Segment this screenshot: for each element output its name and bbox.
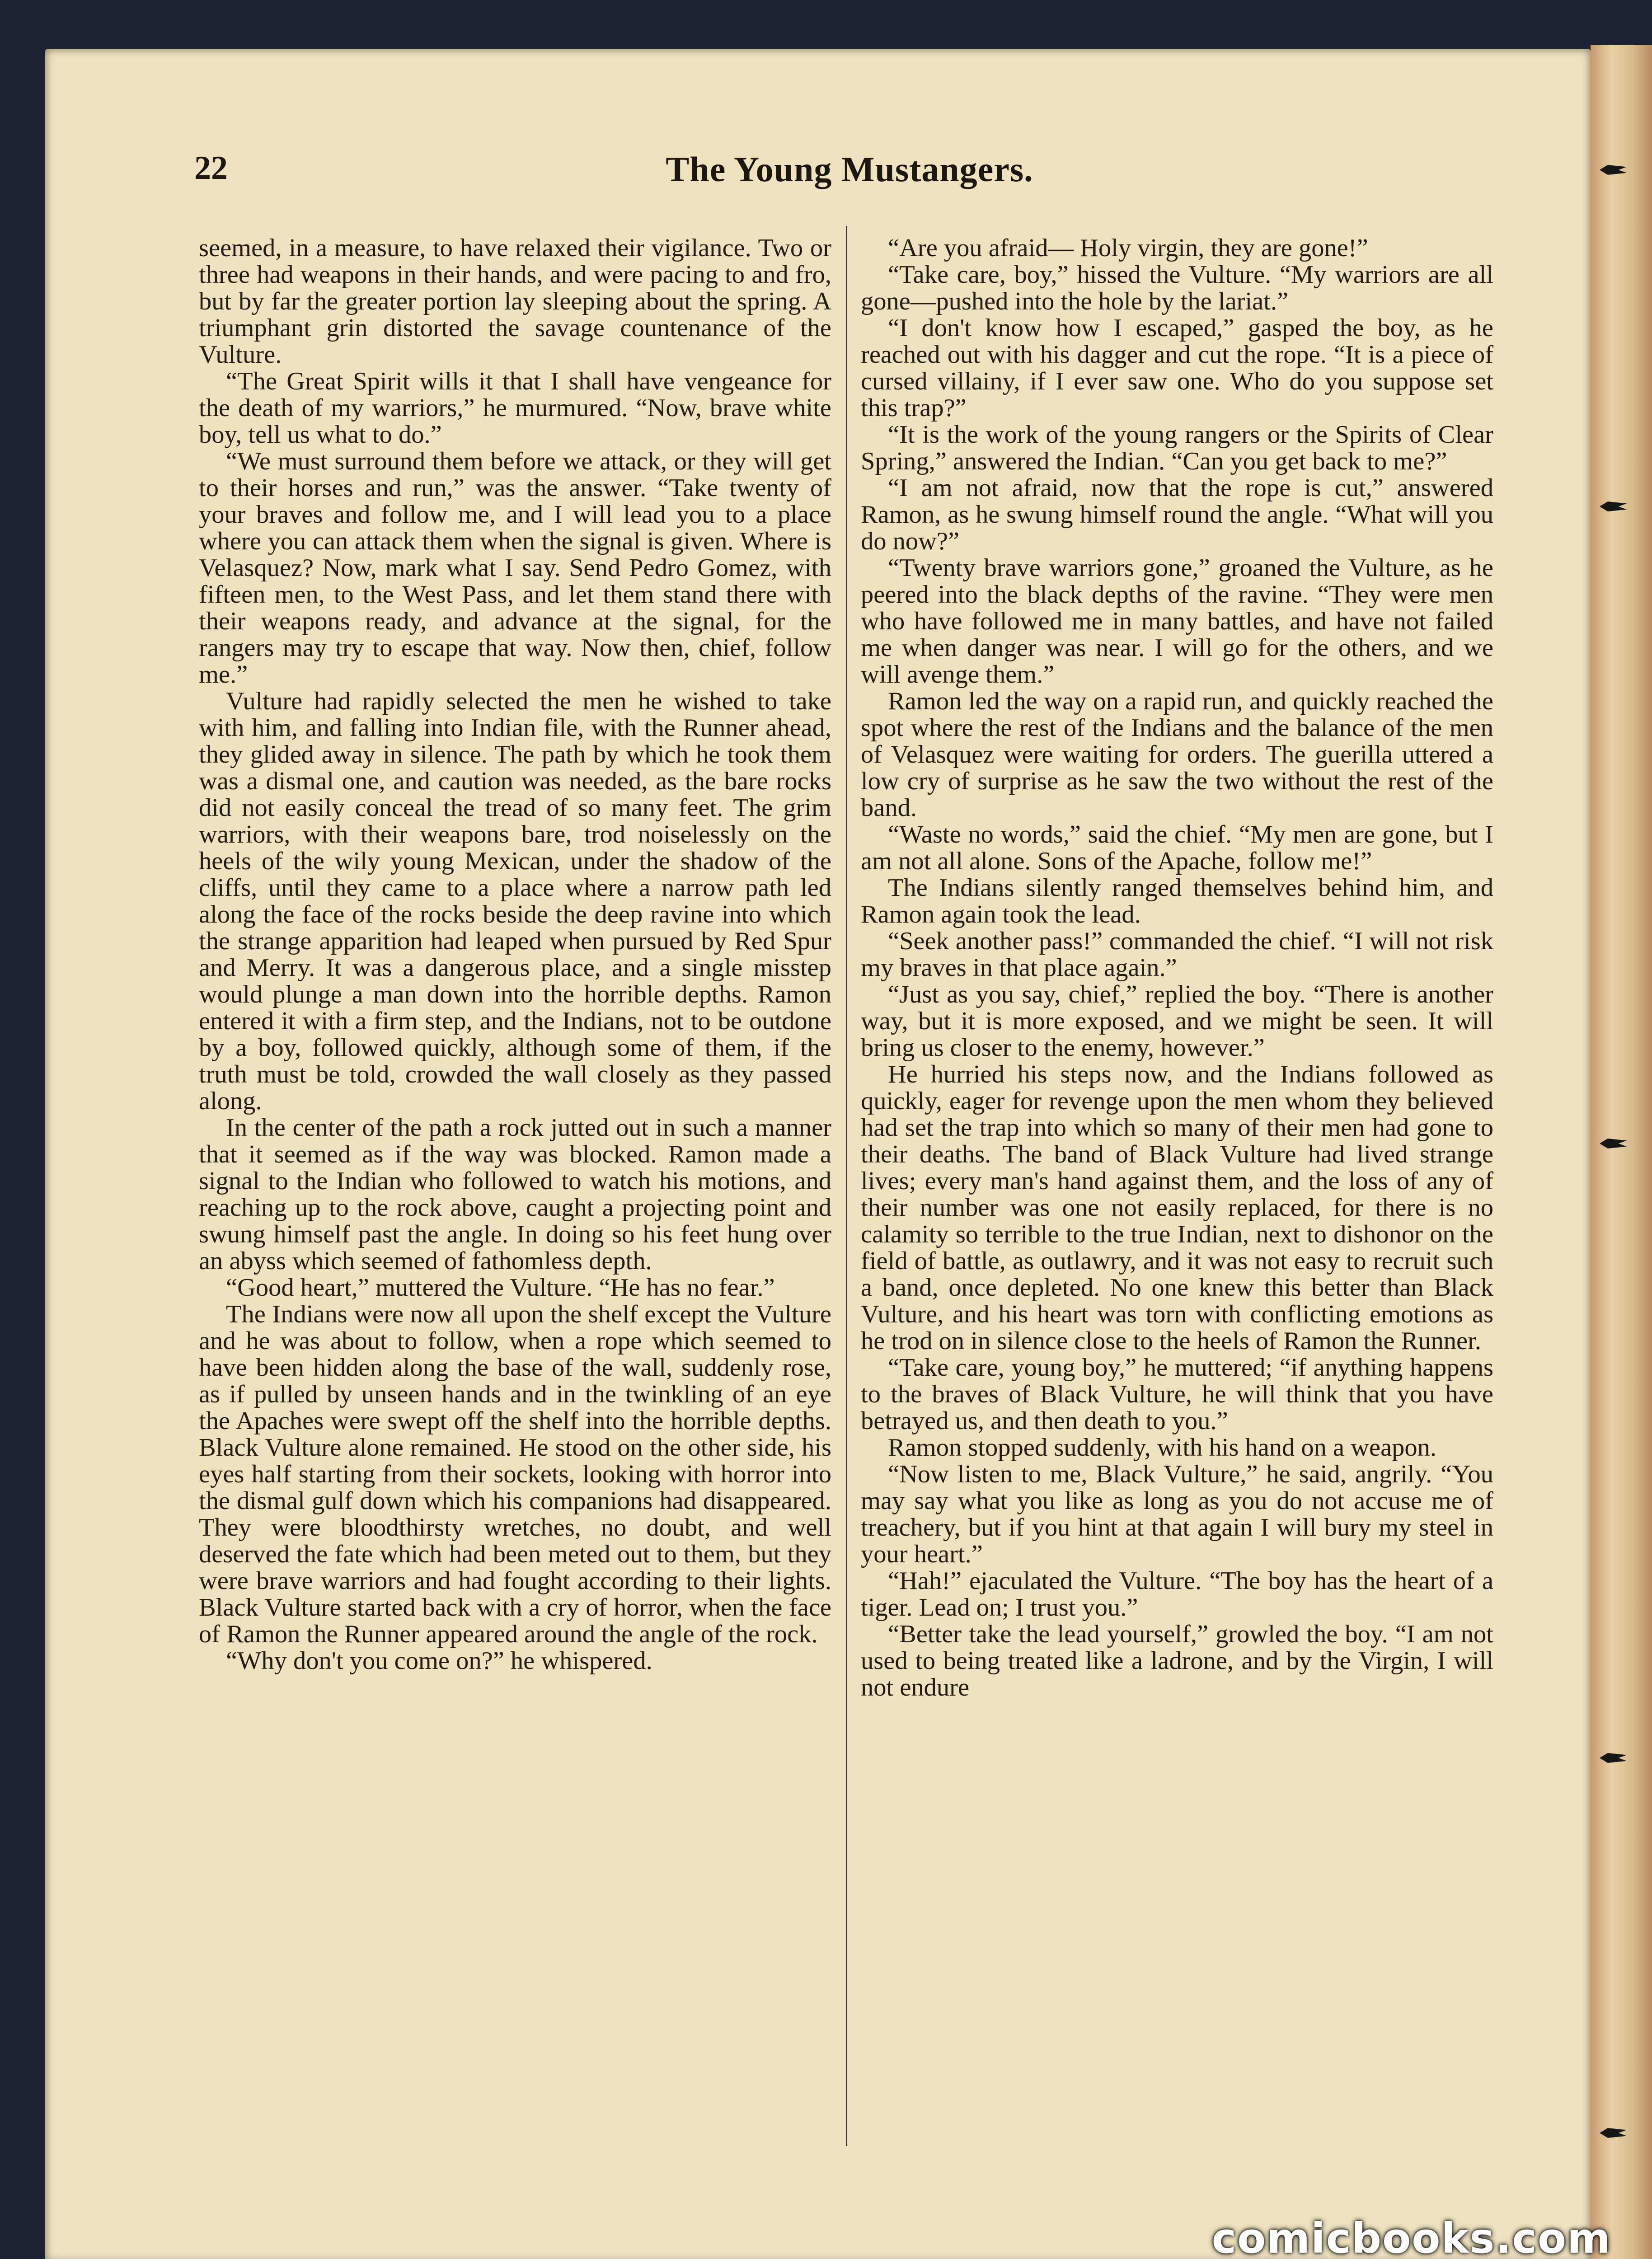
left-column [199, 235, 831, 2123]
paragraph: The Indians silently ranged themselves behind him, and Ramon again took the lead. [861, 874, 1493, 928]
paragraph: “Take care, boy,” hissed the Vulture. “My warriors are all gone—pushed into the hole by the lariat.” [861, 261, 1493, 315]
paragraph: “Better take the lead yourself,” growled the boy. “I am not used to being treated like a ladrone, and by the Virgin, I will not endure [861, 1620, 1493, 1701]
right-column [861, 235, 1493, 2123]
binding-stitch-5 [1600, 2128, 1627, 2138]
paragraph: Ramon stopped suddenly, with his hand on a weapon. [888, 1434, 1437, 1462]
page-header [194, 149, 1505, 199]
binding-stitch-1 [1600, 165, 1627, 175]
paragraph: “It is the work of the young rangers or the Spirits of Clear Spring,” answered the Indian. “Can you get back to me?” [861, 421, 1493, 475]
paragraph: In the center of the path a rock jutted out in such a manner that it seemed as if the way was blocked. Ramon made a signal to the Indian who followed to watch his motions, and reaching up to the rock above, caught a projecting point and swung himself past the angle. In doing so his feet hung over an abyss which seemed of fathomless depth. [199, 1114, 831, 1275]
paragraph: Ramon led the way on a rapid run, and quickly reached the spot where the rest of the Indians and the balance of the men of Velasquez were waiting for orders. The guerilla uttered a low cry of surprise as he saw the two without the rest of the band. [861, 687, 1493, 822]
paragraph: “Just as you say, chief,” replied the boy. “There is another way, but it is more exposed, and we might be seen. It will bring us closer to the enemy, however.” [861, 980, 1493, 1062]
paragraph: “Hah!” ejaculated the Vulture. “The boy has the heart of a tiger. Lead on; I trust you.” [861, 1567, 1493, 1622]
column-divider [846, 226, 847, 2146]
paragraph: “Seek another pass!” commanded the chief. “I will not risk my braves in that place again.” [861, 927, 1493, 982]
binding-stitch-3 [1600, 1139, 1627, 1148]
paragraph: “The Great Spirit wills it that I shall have vengeance for the death of my warriors,” he murmured. “Now, brave white boy, tell us what to do.” [199, 367, 831, 449]
paragraph: Vulture had rapidly selected the men he wished to take with him, and falling into Indian file, with the Runner ahead, they glided away in silence. The path by which he took them was a dismal one, and caution was needed, as the bare rocks did not easily conceal the tread of so many feet. The grim warriors, with their weapons bare, trod noiselessly on the heels of the wily young Mexican, under the shadow of the cliffs, until they came to a place where a narrow path led along the face of the rocks beside the deep ravine into which the strange apparition had leaped when pursued by Red Spur and Merry. It was a dangerous place, and a single misstep would plunge a man down into the horrible depths. Ramon entered it with a firm step, and the Indians, not to be outdone by a boy, followed quickly, although some of them, if the truth must be told, crowded the wall closely as they passed along. [199, 687, 831, 1115]
paragraph: “We must surround them before we attack, or they will get to their horses and run,” was the answer. “Take twenty of your braves and follow me, and I will lead you to a place where you can attack them when the signal is given. Where is Velasquez? Now, mark what I say. Send Pedro Gomez, with fifteen men, to the West Pass, and let them stand there with their weapons ready, and advance at the signal, for the rangers may try to escape that way. Now then, chief, follow me.” [199, 447, 831, 689]
paragraph: “Now listen to me, Black Vulture,” he said, angrily. “You may say what you like as long as you do not accuse me of treachery, but if you hint at that again I will bury my steel in your heart.” [861, 1460, 1493, 1568]
running-title: The Young Mustangers. [666, 150, 1033, 189]
binding-stitch-2 [1600, 501, 1627, 511]
book-spine [1591, 45, 1652, 2259]
paragraph: “Why don't you come on?” he whispered. [226, 1647, 652, 1675]
paragraph: He hurried his steps now, and the Indians followed as quickly, eager for revenge upon the men whom they believed had set the trap into which so many of their men had gone to their deaths. The band of Black Vulture had lived strange lives; every man's hand against them, and the loss of any of their number was one not easily replaced, for there is no calamity so terrible to the true Indian, next to dishonor on the field of battle, as outlawry, and it was not easy to recruit such a band, once depleted. No one knew this better than Black Vulture, and his heart was torn with conflicting emotions as he trod on in silence close to the heels of Ramon the Runner. [861, 1060, 1493, 1355]
paragraph: “Good heart,” muttered the Vulture. “He has no fear.” [226, 1274, 775, 1302]
page-number: 22 [194, 150, 228, 187]
paragraph: “Twenty brave warriors gone,” groaned the Vulture, as he peered into the black depths of the ravine. “They were men who have followed me in many battles, and have not failed me when danger was near. I will go for the others, and we will avenge them.” [861, 554, 1493, 689]
paragraph: seemed, in a measure, to have relaxed their vigilance. Two or three had weapons in their hands, and were pacing to and fro, but by far the greater portion lay sleeping about the spring. A triumphant grin distorted the savage countenance of the Vulture. [199, 235, 831, 369]
binding-stitch-4 [1600, 1753, 1627, 1763]
paragraph: The Indians were now all upon the shelf except the Vulture and he was about to follow, when a rope which seemed to have been hidden along the base of the wall, suddenly rose, as if pulled by unseen hands and in the twinkling of an eye the Apaches were swept off the shelf into the horrible depths. Black Vulture alone remained. He stood on the other side, his eyes half starting from their sockets, looking with horror into the dismal gulf down which his companions had disappeared. They were bloodthirsty wretches, no doubt, and well deserved the fate which had been meted out to them, but they were brave warriors and had fought according to their lights. Black Vulture started back with a cry of horror, when the face of Ramon the Runner appeared around the angle of the rock. [199, 1300, 831, 1648]
paragraph: “Are you afraid— Holy virgin, they are gone!” [888, 235, 1368, 262]
paragraph: “Waste no words,” said the chief. “My men are gone, but I am not all alone. Sons of the Apache, follow me!” [861, 820, 1493, 875]
paragraph: “I don't know how I escaped,” gasped the boy, as he reached out with his dagger and cut the rope. “It is a piece of cursed villainy, if I ever saw one. Who do you suppose set this trap?” [861, 314, 1493, 422]
site-watermark: comicbooks.com [1211, 2214, 1611, 2259]
paragraph: “I am not afraid, now that the rope is cut,” answered Ramon, as he swung himself round the angle. “What will you do now?” [861, 474, 1493, 555]
paragraph: “Take care, young boy,” he muttered; “if anything happens to the braves of Black Vulture, he will think that you have betrayed us, and then death to you.” [861, 1354, 1493, 1435]
